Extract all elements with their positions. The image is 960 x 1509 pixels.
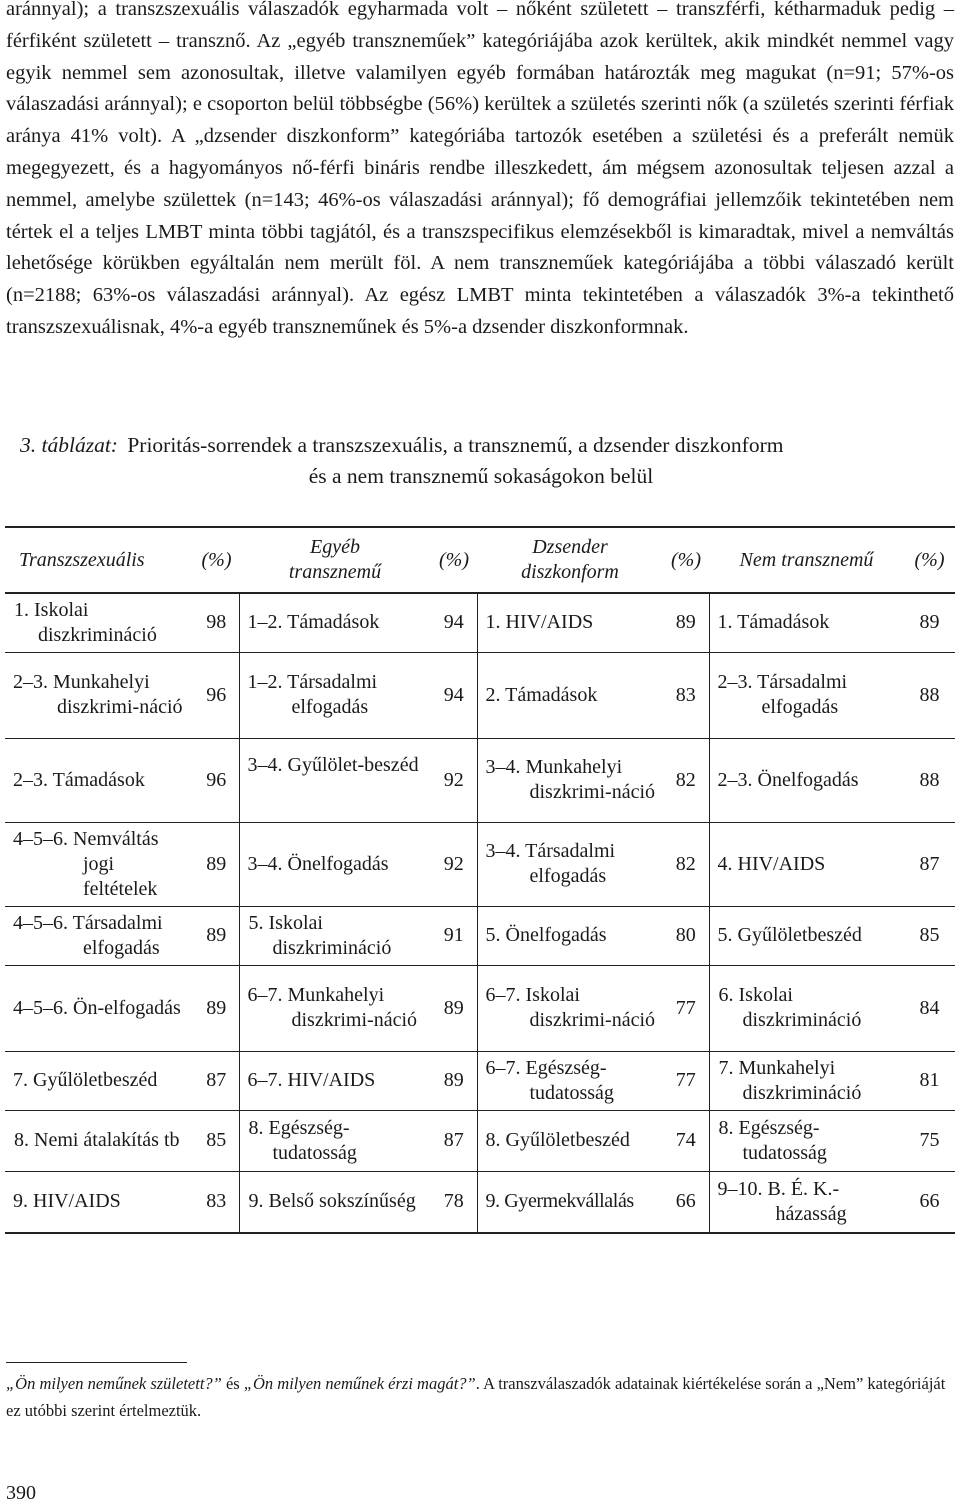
cell-transzszexualis: 1. Iskolai diszkrimináció <box>14 598 157 646</box>
cell-dzsender: 5. Önelfogadás <box>477 906 663 965</box>
cell-transzszexualis: 2–3. Munkahelyi diszkrimi-náció <box>13 671 183 718</box>
cell-pct: 81 <box>919 1069 940 1091</box>
cell-transzszexualis: 4–5–6. Ön-elfogadás <box>13 996 181 1019</box>
page-number: 390 <box>6 1482 36 1504</box>
cell-pct: 92 <box>443 852 464 875</box>
cell-egyeb: 5. Iskolai diszkrimináció <box>239 906 431 965</box>
cell-nem-transznemu: 5. Gyűlöletbeszéd <box>709 906 904 965</box>
cell-nem-transznemu: 7. Munkahelyi diszkrimináció <box>709 1051 904 1110</box>
cell-pct: 85 <box>919 924 940 946</box>
cell-egyeb: 1–2. Társadalmi elfogadás <box>239 652 431 738</box>
header-pct-3: (%) <box>663 527 709 593</box>
table-caption-line2: és a nem transznemű sokaságokon belül <box>308 464 654 488</box>
footnote-conjunction: és <box>221 1374 244 1393</box>
header-pct-1: (%) <box>194 527 239 593</box>
cell-egyeb: 9. Belső sokszínűség <box>239 1171 431 1233</box>
header-nem-transznemu: Nem transznemű <box>709 527 904 593</box>
cell-nem-transznemu: 2–3. Társadalmi elfogadás <box>709 652 904 738</box>
table-row <box>5 652 955 738</box>
footnote-rule <box>6 1362 187 1363</box>
cell-dzsender: 3–4. Munkahelyi diszkrimi-náció <box>477 738 663 822</box>
cell-pct: 83 <box>675 683 696 706</box>
cell-egyeb: 3–4. Önelfogadás <box>239 822 431 906</box>
footnote-question-2: „Ön milyen neműnek érzi magát?” <box>243 1374 476 1393</box>
cell-pct: 87 <box>443 1129 464 1151</box>
cell-pct: 83 <box>206 1190 227 1213</box>
table-row <box>5 822 955 906</box>
cell-transzszexualis: 9. HIV/AIDS <box>13 1190 121 1213</box>
cell-pct: 96 <box>206 768 227 791</box>
table-header-row <box>5 527 955 593</box>
cell-egyeb: 1–2. Támadások <box>239 593 431 652</box>
cell-transzszexualis: 8. Nemi átalakítás tb <box>14 1129 180 1151</box>
cell-pct: 92 <box>443 768 464 791</box>
cell-pct: 84 <box>919 996 940 1019</box>
cell-nem-transznemu: 1. Támadások <box>709 593 904 652</box>
cell-pct: 98 <box>206 611 227 634</box>
table-row <box>5 906 955 965</box>
cell-dzsender: 8. Gyűlöletbeszéd <box>477 1110 663 1171</box>
table-row <box>5 965 955 1051</box>
cell-egyeb: 6–7. Munkahelyi diszkrimi-náció <box>239 965 431 1051</box>
table-row <box>5 738 955 822</box>
cell-pct: 91 <box>443 924 464 946</box>
footnote-text: . A transzválaszadók adatainak kiértékelése során a „Nem” kategóriáját ez utóbbi szerint értelmeztük. <box>6 1374 946 1420</box>
cell-pct: 82 <box>675 768 696 791</box>
cell-pct: 77 <box>675 1069 696 1091</box>
cell-transzszexualis: 7. Gyűlöletbeszéd <box>13 1069 158 1091</box>
cell-dzsender: 1. HIV/AIDS <box>477 593 663 652</box>
header-transzszexualis: Transzszexuális <box>5 527 194 593</box>
table-row <box>5 1171 955 1233</box>
cell-pct: 77 <box>675 996 696 1019</box>
header-dzsender-diszkonform: Dzsender diszkonform <box>477 527 663 593</box>
cell-pct: 89 <box>443 996 464 1019</box>
cell-nem-transznemu: 9–10. B. É. K.-házasság <box>709 1171 904 1233</box>
cell-pct: 66 <box>919 1190 940 1213</box>
cell-transzszexualis: 4–5–6. Társadalmi elfogadás <box>13 911 163 959</box>
cell-pct: 96 <box>206 683 227 706</box>
table-row <box>5 593 955 652</box>
footnote <box>6 1370 954 1424</box>
table-row <box>5 1051 955 1110</box>
cell-nem-transznemu: 4. HIV/AIDS <box>709 822 904 906</box>
cell-pct: 89 <box>919 611 940 634</box>
cell-nem-transznemu: 6. Iskolai diszkrimináció <box>709 965 904 1051</box>
cell-pct: 94 <box>443 611 464 634</box>
cell-pct: 66 <box>675 1190 696 1213</box>
priority-table <box>5 526 955 1234</box>
cell-pct: 74 <box>675 1129 696 1151</box>
cell-pct: 88 <box>919 768 940 791</box>
table-caption-line1: Prioritás-sorrendek a transzszexuális, a transznemű, a dzsender diszkonform <box>127 433 784 457</box>
cell-dzsender: 6–7. Iskolai diszkrimi-náció <box>477 965 663 1051</box>
cell-pct: 82 <box>675 852 696 875</box>
header-pct-4: (%) <box>904 527 955 593</box>
cell-pct: 88 <box>919 683 940 706</box>
cell-pct: 94 <box>443 683 464 706</box>
table-row <box>5 1110 955 1171</box>
cell-dzsender: 2. Támadások <box>477 652 663 738</box>
cell-nem-transznemu: 8. Egészség-tudatosság <box>709 1110 904 1171</box>
cell-dzsender: 9. Gyermekvállalás <box>477 1171 663 1233</box>
cell-pct: 89 <box>206 924 227 946</box>
cell-dzsender: 3–4. Társadalmi elfogadás <box>477 822 663 906</box>
cell-pct: 78 <box>443 1190 464 1213</box>
cell-pct: 85 <box>206 1129 227 1151</box>
cell-nem-transznemu: 2–3. Önelfogadás <box>709 738 904 822</box>
footnote-question-1: „Ön milyen neműnek született?” <box>6 1374 222 1393</box>
body-paragraph: aránnyal); a transzszexuális válaszadók egyharmada volt – nőként született – transzférfi, kétharmaduk pedig – férfiként született – transznő. Az „egyéb transzneműek” kategóriájába azok kerültek, akik mindkét nemmel vagy egyik nemmel sem azonosultak, illetve valamilyen egyéb formában határozták meg magukat (n=91; 57%-os válaszadási aránnyal); e csoporton belül többségbe (56%) kerültek a születés szerinti nők (a születés szerinti férfiak aránya 41% volt). A „dzsender diszkonform” kategóriába tartozók esetében a születési és a preferált nemük megegyezett, és a hagyományos nő-férfi bináris rendbe illeszkedett, ám mégsem azonosultak teljesen azzal a nemmel, amelybe születtek (n=143; 46%-os válaszadási aránnyal); fő demográfiai jellemzőik tekintetében nem tértek el a teljes LMBT minta többi tagjától, és a transzspecifikus elemzésekből is kimaradtak, mivel a nemváltás lehetősége körükben egyáltalán nem merült föl. A nem transzneműek kategóriájába a többi válaszadó került (n=2188; 63%-os válaszadási aránnyal). Az egész LMBT minta tekintetében a válaszadók 3%-a tekinthető transzszexuálisnak, 4%-a egyéb transzneműnek és 5%-a dzsender diszkonformnak. <box>6 0 954 338</box>
cell-transzszexualis: 2–3. Támadások <box>13 768 145 791</box>
cell-pct: 87 <box>919 852 940 875</box>
cell-pct: 89 <box>206 996 227 1019</box>
cell-egyeb: 8. Egészség-tudatosság <box>239 1110 431 1171</box>
cell-transzszexualis: 4–5–6. Nemváltás jogi feltételek <box>13 827 159 900</box>
cell-pct: 80 <box>675 924 696 946</box>
header-pct-2: (%) <box>431 527 477 593</box>
table-caption-label: 3. táblázat: <box>20 433 118 457</box>
header-egyeb-transznemu: Egyéb transznemű <box>239 527 431 593</box>
cell-egyeb: 3–4. Gyűlölet-beszéd <box>239 738 431 822</box>
cell-pct: 89 <box>675 611 696 634</box>
cell-dzsender: 6–7. Egészség-tudatosság <box>477 1051 663 1110</box>
cell-pct: 87 <box>206 1069 227 1091</box>
cell-egyeb: 6–7. HIV/AIDS <box>239 1051 431 1110</box>
cell-pct: 89 <box>443 1069 464 1091</box>
cell-pct: 75 <box>919 1129 940 1151</box>
cell-pct: 89 <box>206 852 227 875</box>
